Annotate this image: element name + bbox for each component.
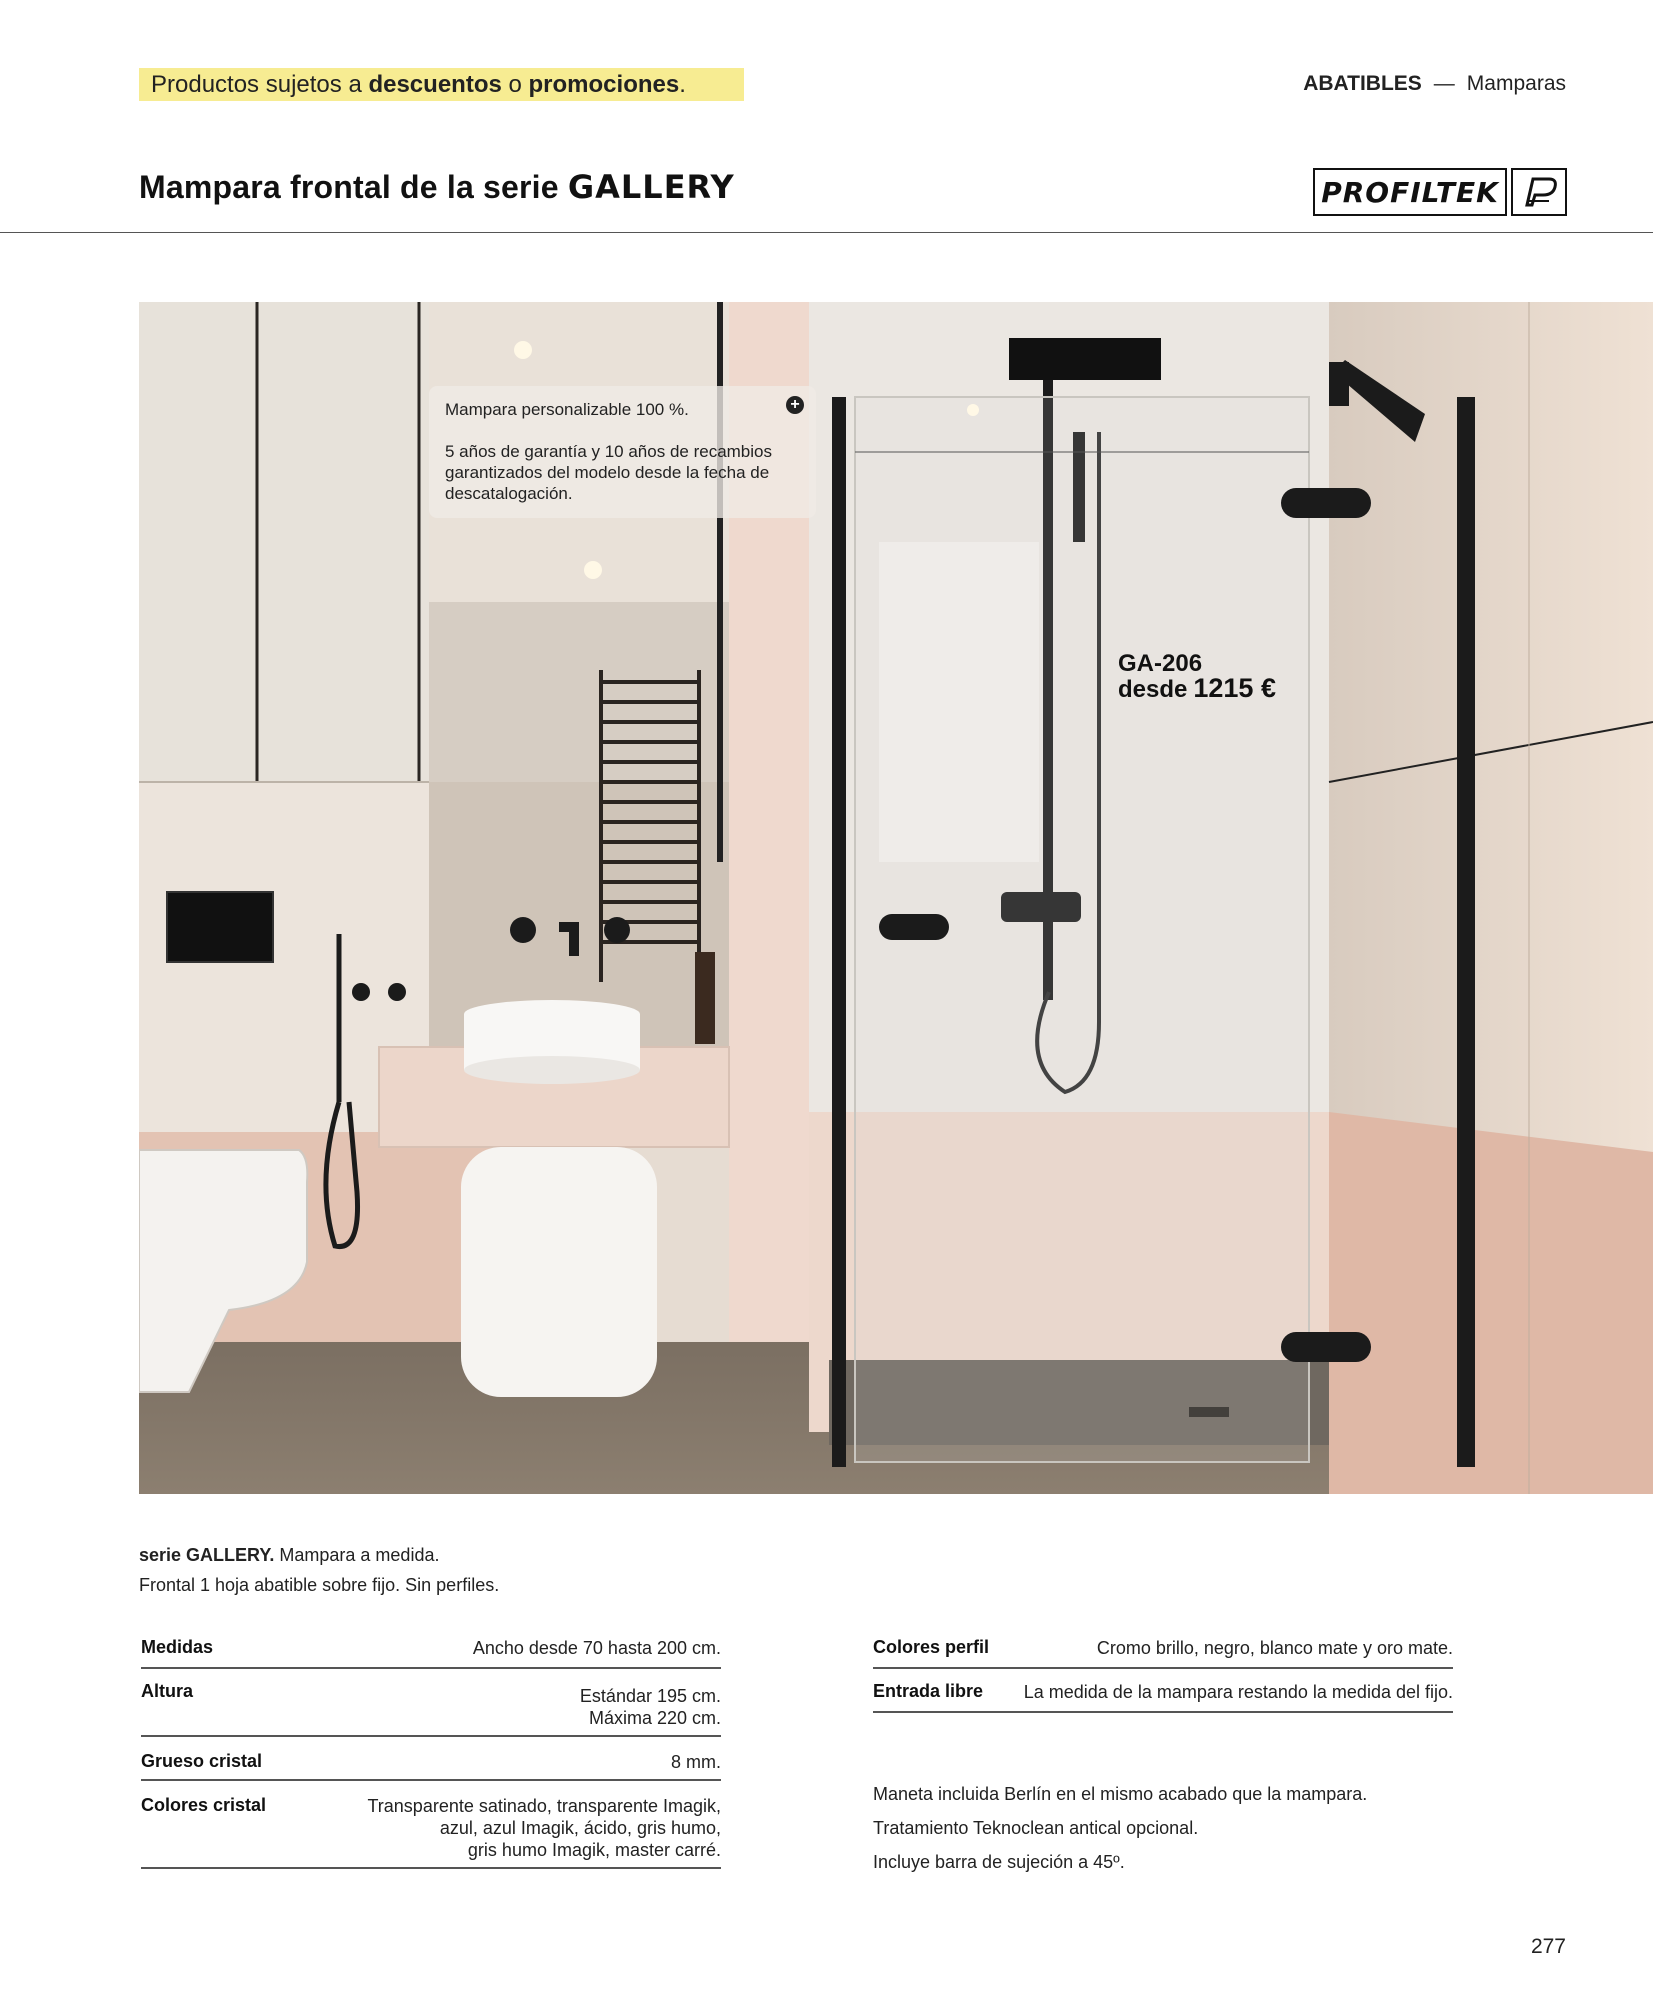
spec-key: Grueso cristal bbox=[141, 1751, 263, 1771]
desc-line2: Frontal 1 hoja abatible sobre fijo. Sin perfiles. bbox=[139, 1575, 500, 1595]
spec-row bbox=[141, 1737, 721, 1781]
spec-key: Colores perfil bbox=[873, 1637, 990, 1657]
spec-row bbox=[141, 1669, 721, 1737]
notes-list bbox=[873, 1777, 1367, 1879]
spec-value: 8 mm. bbox=[670, 1752, 721, 1772]
spec-row bbox=[873, 1669, 1453, 1713]
spec-key: Altura bbox=[141, 1681, 194, 1701]
note-item: Maneta incluida Berlín en el mismo acabado que la mampara. bbox=[873, 1784, 1368, 1804]
brand-logo bbox=[1313, 168, 1567, 216]
specs-table-left bbox=[141, 1637, 721, 1869]
spec-value: Estándar 195 cm. Máxima 220 cm. bbox=[579, 1686, 721, 1728]
price-from: desde bbox=[1118, 676, 1188, 703]
page-number: 277 bbox=[1530, 1935, 1566, 1958]
section-dash: — bbox=[1433, 72, 1455, 95]
spec-row bbox=[873, 1637, 1453, 1669]
note-item: Incluye barra de sujeción a 45º. bbox=[873, 1852, 1125, 1872]
plus-circle-icon[interactable]: + bbox=[786, 396, 804, 414]
page-title bbox=[139, 168, 735, 206]
spec-key: Colores cristal bbox=[141, 1795, 267, 1815]
spec-value: La medida de la mampara restando la medida del fijo. bbox=[1023, 1682, 1453, 1702]
price-tag bbox=[1118, 652, 1276, 705]
info-card bbox=[429, 386, 816, 518]
info-card-line1: Mampara personalizable 100 %. bbox=[445, 400, 689, 419]
desc-series-label: serie GALLERY. bbox=[139, 1545, 275, 1565]
section-header bbox=[1303, 72, 1566, 96]
desc-line1-rest: Mampara a medida. bbox=[274, 1545, 440, 1565]
title-series: GALLERY bbox=[567, 168, 735, 206]
promo-word-discounts: descuentos bbox=[368, 71, 502, 98]
promo-prefix: Productos sujetos a bbox=[151, 71, 369, 98]
promo-suffix: . bbox=[679, 71, 686, 98]
title-prefix: Mampara frontal de la serie bbox=[139, 169, 568, 205]
specs-table-right bbox=[873, 1637, 1453, 1713]
price-model: GA-206 bbox=[1118, 650, 1203, 677]
section-category: ABATIBLES bbox=[1303, 72, 1422, 95]
info-card-line2: 5 años de garantía y 10 años de recambios garantizados del modelo desde la fecha de descatalogación. bbox=[445, 442, 772, 503]
price-amount: 1215 € bbox=[1193, 673, 1276, 703]
brand-wordmark: PROFILTEK bbox=[1313, 168, 1507, 216]
spec-key: Entrada libre bbox=[873, 1681, 984, 1701]
spec-value: Transparente satinado, transparente Imagik, azul, azul Imagik, ácido, gris humo, gris humo Imagik, master carré. bbox=[367, 1796, 721, 1860]
spec-key: Medidas bbox=[141, 1637, 214, 1657]
spec-row bbox=[141, 1637, 721, 1669]
promo-banner bbox=[139, 68, 744, 101]
promo-word-promotions: promociones bbox=[528, 71, 680, 98]
product-description bbox=[139, 1540, 499, 1600]
bathroom-photo bbox=[139, 302, 1653, 1494]
header-divider bbox=[0, 232, 1653, 233]
spec-value: Ancho desde 70 hasta 200 cm. bbox=[472, 1638, 721, 1658]
brand-p-icon bbox=[1511, 168, 1567, 216]
note-item: Tratamiento Teknoclean antical opcional. bbox=[873, 1818, 1199, 1838]
spec-row bbox=[141, 1781, 721, 1869]
promo-middle: o bbox=[501, 71, 529, 98]
spec-value: Cromo brillo, negro, blanco mate y oro mate. bbox=[1096, 1638, 1453, 1658]
section-subcategory: Mamparas bbox=[1466, 72, 1566, 95]
